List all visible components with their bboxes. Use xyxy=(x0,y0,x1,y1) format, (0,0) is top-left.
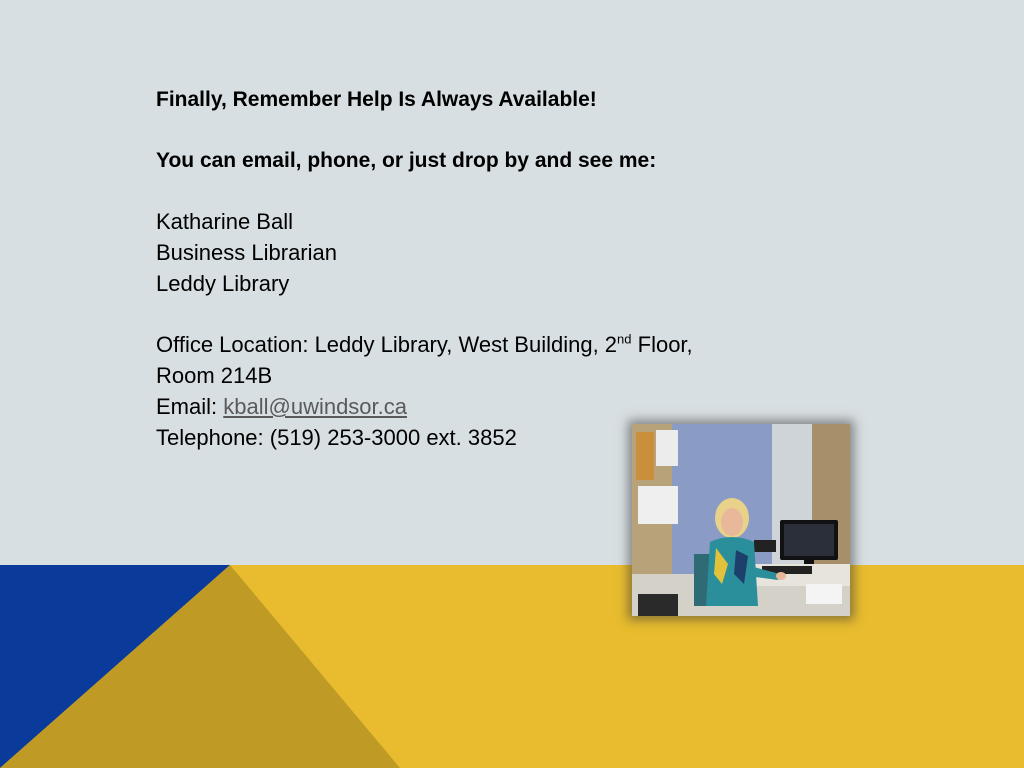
contact-text xyxy=(156,84,836,453)
office-location xyxy=(156,329,836,360)
library-name: Leddy Library xyxy=(156,271,290,296)
email-link[interactable]: kball@uwindsor.ca xyxy=(223,394,408,419)
office-location-prefix: Office Location: Leddy Library, West Building, 2 xyxy=(156,332,618,357)
telephone-line: Telephone: (519) 253-3000 ext. 3852 xyxy=(156,425,517,450)
librarian-name: Katharine Ball xyxy=(156,209,293,234)
office-room: Room 214B xyxy=(156,363,273,388)
email-line xyxy=(156,391,836,422)
email-label: Email: xyxy=(156,394,224,419)
office-location-suffix: Floor, xyxy=(631,332,693,357)
heading-contact: You can email, phone, or just drop by and see me: xyxy=(156,149,657,172)
heading-help: Finally, Remember Help Is Always Available! xyxy=(156,88,597,111)
floor-ordinal: nd xyxy=(617,331,632,347)
photo-illustration xyxy=(632,424,850,616)
librarian-photo xyxy=(632,424,850,616)
librarian-role: Business Librarian xyxy=(156,240,337,265)
